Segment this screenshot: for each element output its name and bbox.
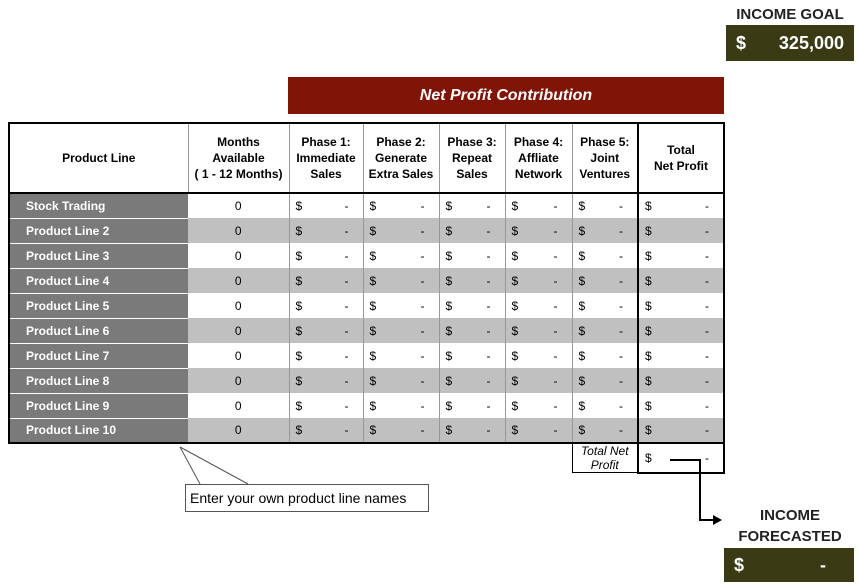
phase-1-cell[interactable]: $ - bbox=[289, 418, 363, 443]
phase-4-cell[interactable]: $ - bbox=[505, 293, 572, 318]
product-line-name-cell[interactable]: Product Line 8 bbox=[9, 368, 188, 393]
product-line-name-cell[interactable]: Product Line 10 bbox=[9, 418, 188, 443]
net-profit-contribution-banner: Net Profit Contribution bbox=[288, 77, 724, 114]
phase-4-cell[interactable]: $ - bbox=[505, 368, 572, 393]
phase-4-cell[interactable]: $ - bbox=[505, 393, 572, 418]
months-available-cell[interactable]: 0 bbox=[188, 293, 289, 318]
product-line-name-cell[interactable]: Stock Trading bbox=[9, 193, 188, 218]
phase-3-cell[interactable]: $ - bbox=[439, 393, 505, 418]
phase-3-cell[interactable]: $ - bbox=[439, 343, 505, 368]
phase-2-cell[interactable]: $ - bbox=[363, 268, 439, 293]
months-available-cell[interactable]: 0 bbox=[188, 243, 289, 268]
phase-1-cell[interactable]: $ - bbox=[289, 243, 363, 268]
months-available-cell[interactable]: 0 bbox=[188, 318, 289, 343]
phase-2-cell[interactable]: $ - bbox=[363, 418, 439, 443]
income-goal-value: 325,000 bbox=[778, 32, 844, 53]
header-months-available: Months Available ( 1 - 12 Months) bbox=[188, 123, 289, 193]
phase-1-cell[interactable]: $ - bbox=[289, 343, 363, 368]
months-available-cell[interactable]: 0 bbox=[188, 193, 289, 218]
phase-3-cell[interactable]: $ - bbox=[439, 268, 505, 293]
phase-2-cell[interactable]: $ - bbox=[363, 193, 439, 218]
product-line-name-cell[interactable]: Product Line 5 bbox=[9, 293, 188, 318]
phase-1-cell[interactable]: $ - bbox=[289, 193, 363, 218]
income-forecasted-value: - bbox=[820, 554, 826, 575]
income-forecasted-value-box[interactable] bbox=[724, 548, 854, 582]
phase-1-cell[interactable]: $ - bbox=[289, 268, 363, 293]
phase-5-cell[interactable]: $ - bbox=[572, 293, 638, 318]
phase-5-cell[interactable]: $ - bbox=[572, 243, 638, 268]
product-line-name-cell[interactable]: Product Line 7 bbox=[9, 343, 188, 368]
months-available-cell[interactable]: 0 bbox=[188, 418, 289, 443]
months-available-cell[interactable]: 0 bbox=[188, 368, 289, 393]
phase-4-cell[interactable]: $ - bbox=[505, 418, 572, 443]
product-line-name-cell[interactable]: Product Line 3 bbox=[9, 243, 188, 268]
phase-5-cell[interactable]: $ - bbox=[572, 393, 638, 418]
header-phase-4: Phase 4: Affliate Network bbox=[505, 123, 572, 193]
phase-4-cell[interactable]: $ - bbox=[505, 218, 572, 243]
total-net-profit-cell[interactable]: $ - bbox=[638, 318, 724, 343]
phase-5-cell[interactable]: $ - bbox=[572, 418, 638, 443]
phase-2-cell[interactable]: $ - bbox=[363, 218, 439, 243]
header-phase-1: Phase 1: Immediate Sales bbox=[289, 123, 363, 193]
phase-3-cell[interactable]: $ - bbox=[439, 418, 505, 443]
forecast-connector-line bbox=[670, 460, 713, 520]
phase-2-cell[interactable]: $ - bbox=[363, 368, 439, 393]
income-goal-label: INCOME GOAL bbox=[736, 6, 844, 23]
phase-1-cell[interactable]: $ - bbox=[289, 293, 363, 318]
phase-4-cell[interactable]: $ - bbox=[505, 193, 572, 218]
phase-5-cell[interactable]: $ - bbox=[572, 343, 638, 368]
phase-3-cell[interactable]: $ - bbox=[439, 243, 505, 268]
phase-3-cell[interactable]: $ - bbox=[439, 193, 505, 218]
total-net-profit-cell[interactable]: $ - bbox=[638, 293, 724, 318]
total-net-profit-label: Total Net Profit bbox=[572, 443, 638, 473]
phase-5-cell[interactable]: $ - bbox=[572, 268, 638, 293]
phase-2-cell[interactable]: $ - bbox=[363, 318, 439, 343]
header-product-line: Product Line bbox=[9, 123, 188, 193]
months-available-cell[interactable]: 0 bbox=[188, 268, 289, 293]
phase-2-cell[interactable]: $ - bbox=[363, 393, 439, 418]
phase-4-cell[interactable]: $ - bbox=[505, 268, 572, 293]
income-forecasted-label: INCOME FORECASTED bbox=[738, 507, 842, 545]
product-line-name-cell[interactable]: Product Line 4 bbox=[9, 268, 188, 293]
header-phase-3: Phase 3: Repeat Sales bbox=[439, 123, 505, 193]
total-net-profit-cell[interactable]: $ - bbox=[638, 393, 724, 418]
total-net-profit-cell[interactable]: $ - bbox=[638, 243, 724, 268]
phase-1-cell[interactable]: $ - bbox=[289, 368, 363, 393]
total-net-profit-cell[interactable]: $ - bbox=[638, 218, 724, 243]
phase-3-cell[interactable]: $ - bbox=[439, 218, 505, 243]
phase-2-cell[interactable]: $ - bbox=[363, 293, 439, 318]
phase-4-cell[interactable]: $ - bbox=[505, 343, 572, 368]
product-line-name-cell[interactable]: Product Line 2 bbox=[9, 218, 188, 243]
total-net-profit-cell[interactable]: $ - bbox=[638, 343, 724, 368]
income-goal-currency: $ bbox=[736, 32, 747, 53]
phase-3-cell[interactable]: $ - bbox=[439, 368, 505, 393]
months-available-cell[interactable]: 0 bbox=[188, 218, 289, 243]
product-line-callout: Enter your own product line names bbox=[185, 484, 429, 512]
phase-5-cell[interactable]: $ - bbox=[572, 218, 638, 243]
total-net-profit-cell[interactable]: $ - bbox=[638, 268, 724, 293]
header-phase-5: Phase 5: Joint Ventures bbox=[572, 123, 638, 193]
header-total-net-profit: Total Net Profit bbox=[638, 123, 724, 193]
total-net-profit-cell[interactable]: $ - bbox=[638, 193, 724, 218]
months-available-cell[interactable]: 0 bbox=[188, 393, 289, 418]
phase-2-cell[interactable]: $ - bbox=[363, 243, 439, 268]
income-forecasted-currency: $ bbox=[734, 554, 745, 575]
phase-1-cell[interactable]: $ - bbox=[289, 393, 363, 418]
total-net-profit-cell[interactable]: $ - bbox=[638, 368, 724, 393]
phase-4-cell[interactable]: $ - bbox=[505, 318, 572, 343]
phase-3-cell[interactable]: $ - bbox=[439, 318, 505, 343]
phase-5-cell[interactable]: $ - bbox=[572, 318, 638, 343]
phase-4-cell[interactable]: $ - bbox=[505, 243, 572, 268]
phase-1-cell[interactable]: $ - bbox=[289, 218, 363, 243]
phase-2-cell[interactable]: $ - bbox=[363, 343, 439, 368]
phase-1-cell[interactable]: $ - bbox=[289, 318, 363, 343]
phase-5-cell[interactable]: $ - bbox=[572, 193, 638, 218]
phase-3-cell[interactable]: $ - bbox=[439, 293, 505, 318]
header-phase-2: Phase 2: Generate Extra Sales bbox=[363, 123, 439, 193]
product-line-name-cell[interactable]: Product Line 9 bbox=[9, 393, 188, 418]
total-net-profit-value[interactable]: $ - bbox=[638, 443, 724, 473]
total-net-profit-cell[interactable]: $ - bbox=[638, 418, 724, 443]
phase-5-cell[interactable]: $ - bbox=[572, 368, 638, 393]
months-available-cell[interactable]: 0 bbox=[188, 343, 289, 368]
product-line-name-cell[interactable]: Product Line 6 bbox=[9, 318, 188, 343]
